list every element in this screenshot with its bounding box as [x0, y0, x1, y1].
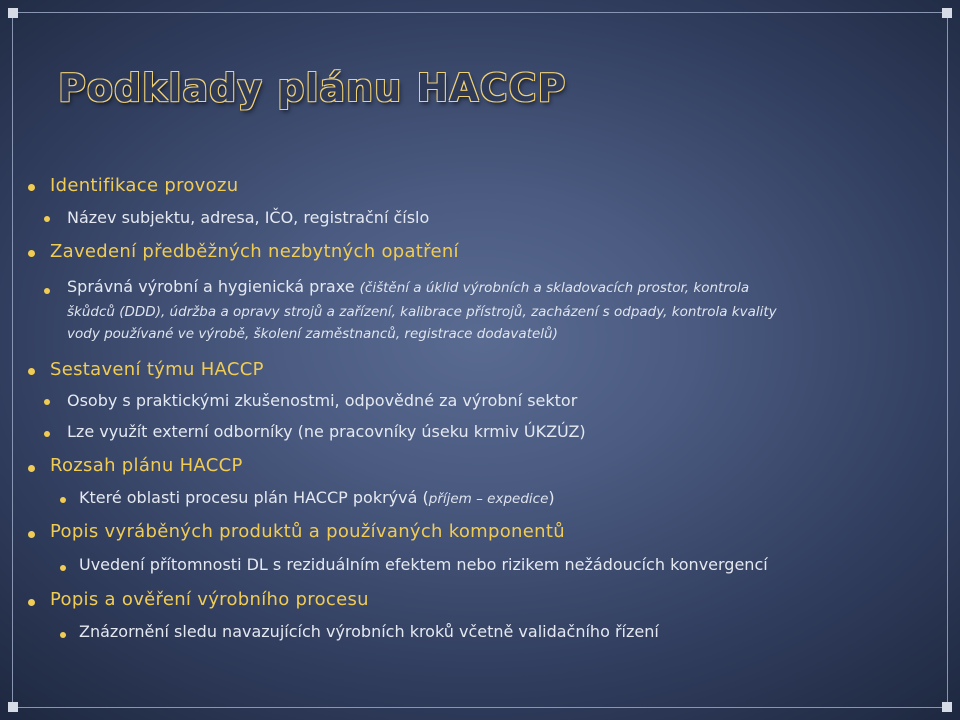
bullet-icon	[60, 497, 66, 503]
bullet-icon	[44, 431, 50, 437]
sub-item-note: škůdců (DDD), údržba a opravy strojů a zařízení, kalibrace přístrojů, zacházení s odpady, kontrola kvality	[67, 304, 777, 320]
sub-item: Osoby s praktickými zkušenostmi, odpovědné za výrobní sektor	[67, 391, 578, 410]
sub-item-praxe	[67, 277, 749, 299]
bullet-icon	[28, 599, 35, 606]
sub-item-rozsah	[79, 488, 555, 510]
sub-item-text: Správná výrobní a hygienická praxe	[67, 277, 355, 296]
heading-rozsah: Rozsah plánu HACCP	[50, 455, 243, 476]
bullet-icon	[44, 288, 50, 294]
heading-popis-procesu: Popis a ověření výrobního procesu	[50, 589, 369, 610]
bullet-icon	[28, 465, 35, 472]
sub-item: Lze využít externí odborníky (ne pracovníky úseku krmiv ÚKZÚZ)	[67, 422, 586, 441]
bullet-icon	[60, 565, 66, 571]
heading-tym: Sestavení týmu HACCP	[50, 359, 264, 380]
heading-zavedeni: Zavedení předběžných nezbytných opatření	[50, 241, 459, 262]
sub-item-text-end: )	[548, 488, 555, 507]
sub-item-note: vody používané ve výrobě, školení zaměstnanců, registrace dodavatelů)	[67, 326, 558, 342]
sub-item: Znázornění sledu navazujících výrobních kroků včetně validačního řízení	[79, 622, 659, 641]
bullet-icon	[44, 399, 50, 405]
slide-title: Podklady plánu HACCP	[58, 66, 567, 110]
heading-popis-produktu: Popis vyráběných produktů a používaných komponentů	[50, 521, 565, 542]
bullet-icon	[28, 368, 35, 375]
sub-item-note: (čištění a úklid výrobních a skladovacích prostor, kontrola	[359, 280, 750, 296]
sub-item-text: Které oblasti procesu plán HACCP pokrývá (	[79, 488, 429, 507]
bullet-icon	[28, 184, 35, 191]
sub-item-note: příjem – expedice	[428, 491, 549, 507]
sub-item: Uvedení přítomnosti DL s reziduálním efektem nebo rizikem nežádoucích konvergencí	[79, 555, 768, 574]
bullet-icon	[44, 216, 50, 222]
bullet-icon	[60, 632, 66, 638]
heading-identifikace: Identifikace provozu	[50, 175, 239, 196]
bullet-icon	[28, 250, 35, 257]
sub-item: Název subjektu, adresa, IČO, registrační číslo	[67, 208, 430, 227]
bullet-icon	[28, 531, 35, 538]
